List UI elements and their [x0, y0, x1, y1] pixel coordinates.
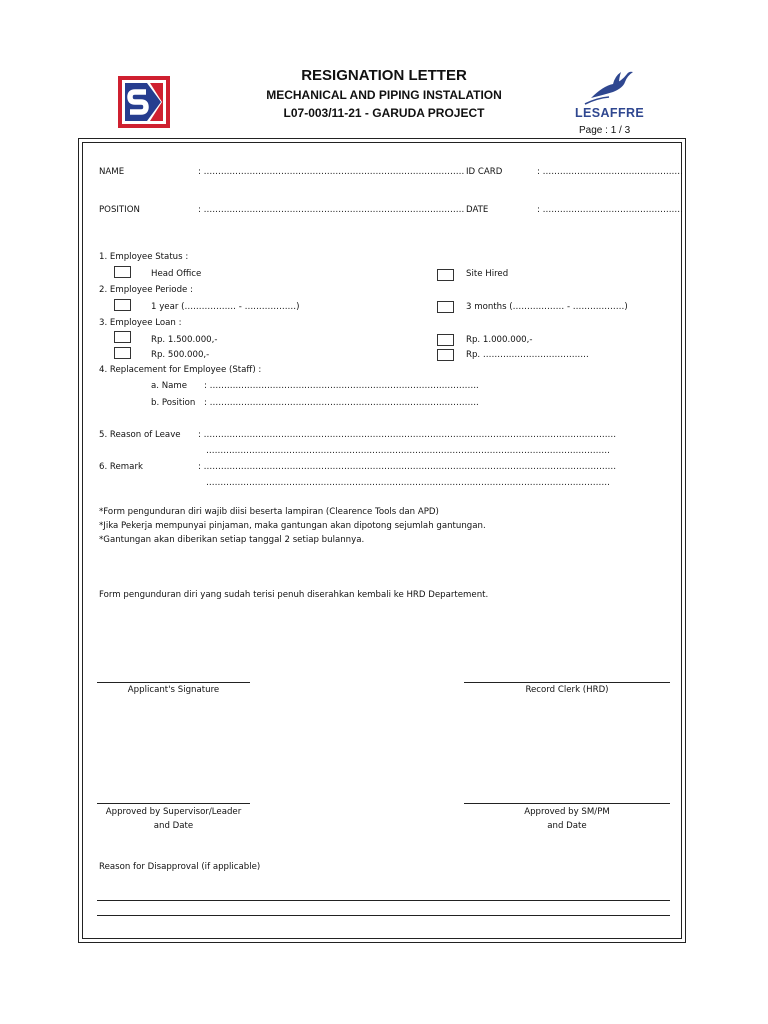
- site-hired-checkbox[interactable]: [437, 269, 454, 281]
- reason-of-leave-field-line-1[interactable]: : ………………………………………………………………………………………………………………………………: [198, 430, 617, 440]
- loan-1500-checkbox[interactable]: [114, 331, 131, 343]
- supervisor-signature-line[interactable]: [97, 803, 250, 804]
- document-subtitle: MECHANICAL AND PIPING INSTALATION: [266, 88, 502, 102]
- remark-field-line-2[interactable]: ……………………………………………………………………………………………………………………………: [206, 478, 610, 488]
- reason-of-leave-field-line-2[interactable]: ……………………………………………………………………………………………………………………………: [206, 446, 610, 456]
- page-number: Page : 1 / 3: [579, 125, 631, 136]
- sm-pm-signature-line[interactable]: [464, 803, 670, 804]
- three-months-label: 3 months (……………… - ………………): [466, 302, 628, 312]
- supervisor-signature-label: Approved by Supervisor/Leader: [105, 807, 242, 817]
- name-label: NAME: [99, 167, 125, 177]
- replacement-position-label: b. Position: [151, 398, 196, 408]
- head-office-checkbox[interactable]: [114, 266, 131, 278]
- head-office-label: Head Office: [151, 269, 202, 279]
- sk-logo-mark-icon: [125, 83, 163, 121]
- document-title: RESIGNATION LETTER: [301, 67, 467, 84]
- disapproval-reason-label: Reason for Disapproval (if applicable): [99, 862, 261, 872]
- loan-500-checkbox[interactable]: [114, 347, 131, 359]
- loan-500-label: Rp. 500.000,-: [151, 350, 210, 360]
- replacement-name-field[interactable]: : ………………………………………………………………………………….: [204, 381, 479, 391]
- one-year-checkbox[interactable]: [114, 299, 131, 311]
- submission-instruction: Form pengunduran diri yang sudah terisi penuh diserahkan kembali ke HRD Departement.: [99, 590, 489, 600]
- loan-other-field[interactable]: Rp. ……………………………….: [466, 350, 589, 360]
- applicant-signature-line[interactable]: [97, 682, 250, 683]
- one-year-label: 1 year (……………… - ………………): [151, 302, 300, 312]
- position-label: POSITION: [99, 205, 140, 215]
- loan-1000-label: Rp. 1.000.000,-: [466, 335, 533, 345]
- reason-of-leave-label: 5. Reason of Leave: [99, 430, 181, 440]
- three-months-checkbox[interactable]: [437, 301, 454, 313]
- remark-field-line-1[interactable]: : ………………………………………………………………………………………………………………………………: [198, 462, 617, 472]
- replacement-heading: 4. Replacement for Employee (Staff) :: [99, 365, 262, 375]
- document-reference: L07-003/11-21 - GARUDA PROJECT: [283, 106, 485, 120]
- site-hired-label: Site Hired: [466, 269, 509, 279]
- supervisor-date-label: and Date: [153, 821, 194, 831]
- sk-logo: [118, 76, 170, 128]
- remark-label: 6. Remark: [99, 462, 143, 472]
- disapproval-reason-line-2[interactable]: [97, 915, 670, 916]
- loan-1500-label: Rp. 1.500.000,-: [151, 335, 218, 345]
- disapproval-reason-line-1[interactable]: [97, 900, 670, 901]
- date-label: DATE: [466, 205, 489, 215]
- note-line: *Gantungan akan diberikan setiap tanggal 2 setiap bulannya.: [99, 535, 365, 545]
- employee-loan-heading: 3. Employee Loan :: [99, 318, 182, 328]
- loan-1000-checkbox[interactable]: [437, 334, 454, 346]
- loan-other-checkbox[interactable]: [437, 349, 454, 361]
- position-field[interactable]: : ……………………………………………………………………………….: [198, 205, 465, 215]
- lesaffre-bird-icon: [583, 68, 637, 108]
- note-line: *Form pengunduran diri wajib diisi beserta lampiran (Clearence Tools dan APD): [99, 507, 439, 517]
- replacement-name-label: a. Name: [151, 381, 188, 391]
- sm-pm-signature-label: Approved by SM/PM: [524, 807, 610, 817]
- name-field[interactable]: : ……………………………………………………………………………….: [198, 167, 465, 177]
- date-field[interactable]: : ………………………………………….: [537, 205, 683, 215]
- employee-periode-heading: 2. Employee Periode :: [99, 285, 193, 295]
- employee-status-heading: 1. Employee Status :: [99, 252, 189, 262]
- replacement-position-field[interactable]: : ………………………………………………………………………………….: [204, 398, 479, 408]
- record-clerk-signature-label: Record Clerk (HRD): [525, 685, 609, 695]
- id-card-label: ID CARD: [466, 167, 503, 177]
- applicant-signature-label: Applicant's Signature: [127, 685, 220, 695]
- record-clerk-signature-line[interactable]: [464, 682, 670, 683]
- id-card-field[interactable]: : ………………………………………….: [537, 167, 683, 177]
- note-line: *Jika Pekerja mempunyai pinjaman, maka gantungan akan dipotong sejumlah gantungan.: [99, 521, 486, 531]
- lesaffre-logo-text: LESAFFRE: [575, 106, 645, 120]
- sm-pm-date-label: and Date: [547, 821, 587, 831]
